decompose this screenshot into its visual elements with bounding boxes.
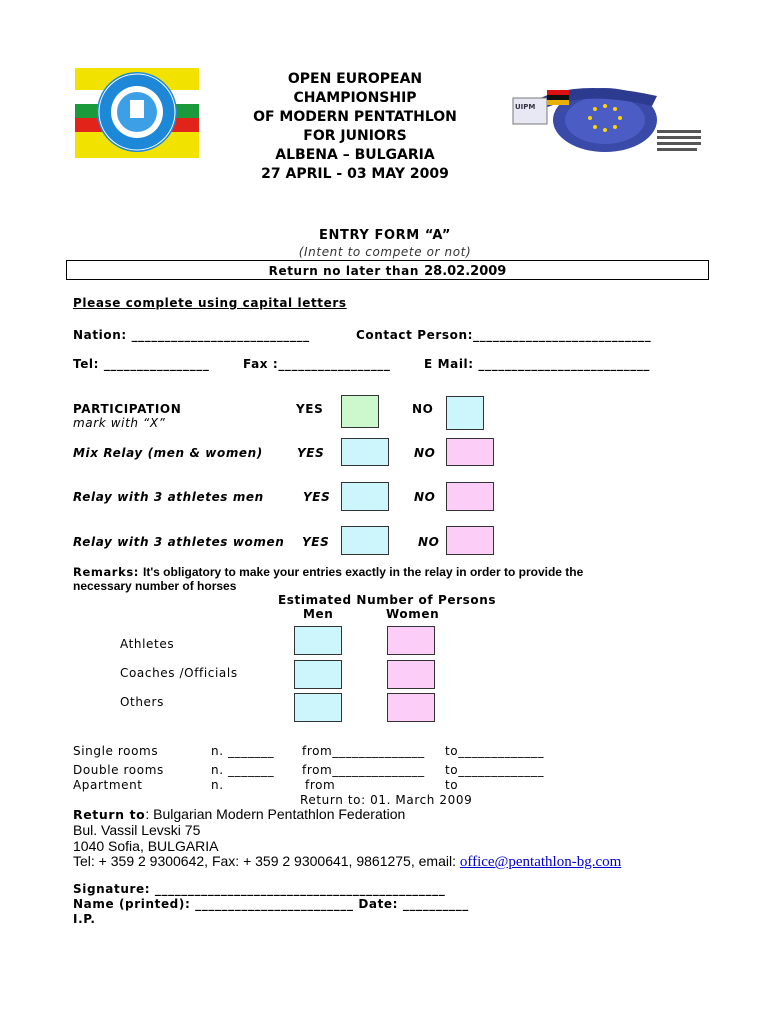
tel-field[interactable]: ________________ bbox=[103, 357, 210, 371]
entry-form-title: ENTRY FORM “A” bbox=[319, 228, 451, 243]
nation-label: Nation: bbox=[73, 328, 127, 342]
athletes-women-box[interactable] bbox=[387, 626, 435, 655]
title-line-4: FOR JUNIORS bbox=[303, 128, 407, 144]
double-rooms-label: Double rooms bbox=[73, 763, 164, 777]
address-contacts bbox=[73, 853, 621, 871]
others-men-box[interactable] bbox=[294, 693, 342, 722]
double-rooms-n[interactable]: n. _______ bbox=[211, 763, 275, 777]
return-address-line bbox=[73, 806, 405, 823]
athletes-men-box[interactable] bbox=[294, 626, 342, 655]
athletes-label: Athletes bbox=[120, 637, 175, 651]
fax-label: Fax : bbox=[243, 357, 279, 371]
instruction-text: Please complete using capital letters bbox=[73, 296, 347, 310]
apartment-label: Apartment bbox=[73, 778, 143, 792]
european-confederation-logo bbox=[507, 76, 705, 158]
title-line-1: OPEN EUROPEAN bbox=[287, 71, 423, 87]
name-label: Name (printed): bbox=[73, 897, 191, 911]
nation-field[interactable]: ___________________________ bbox=[131, 328, 310, 342]
relay-women-no-box[interactable] bbox=[446, 526, 494, 555]
title-line-3: OF MODERN PENTATHLON bbox=[253, 109, 457, 125]
relay-men-no-label: NO bbox=[414, 490, 436, 504]
double-rooms-from[interactable]: from______________ bbox=[302, 763, 425, 777]
date-field[interactable]: __________ bbox=[402, 897, 469, 911]
single-rooms-to[interactable]: to_____________ bbox=[445, 744, 545, 758]
persons-title: Estimated Number of Persons bbox=[278, 593, 497, 607]
others-label: Others bbox=[120, 695, 164, 709]
address-street: Bul. Vassil Levski 75 bbox=[73, 822, 201, 838]
coaches-label: Coaches /Officials bbox=[120, 666, 238, 680]
address-phones: Tel: + 359 2 9300642, Fax: + 359 2 9300641, 9861275, email: bbox=[73, 853, 460, 869]
signature-label: Signature: bbox=[73, 882, 151, 896]
double-rooms-to[interactable]: to_____________ bbox=[445, 763, 545, 777]
persons-women-header: Women bbox=[386, 607, 440, 621]
remarks-text-1: It's obligatory to make your entries exactly in the relay in order to provide the bbox=[142, 565, 584, 579]
tel-label: Tel: bbox=[73, 357, 100, 371]
deadline-label: Return no later than bbox=[268, 264, 420, 278]
relay-women-yes-box[interactable] bbox=[341, 526, 389, 555]
relay-men-yes-label: YES bbox=[303, 490, 331, 504]
championship-title bbox=[230, 70, 480, 184]
deadline-date: 28.02.2009 bbox=[424, 264, 507, 279]
return-note: Return to: 01. March 2009 bbox=[300, 793, 473, 807]
mix-relay-yes-label: YES bbox=[297, 446, 325, 460]
nation-row bbox=[73, 328, 310, 342]
date-label: Date: bbox=[358, 897, 399, 911]
persons-men-header: Men bbox=[303, 607, 334, 621]
return-org: : Bulgarian Modern Pentathlon Federation bbox=[145, 806, 406, 822]
fax-row bbox=[243, 357, 391, 371]
tel-row bbox=[73, 357, 209, 371]
email-row bbox=[424, 357, 650, 371]
relay-women-no-label: NO bbox=[418, 535, 440, 549]
remarks-text-2: necessary number of horses bbox=[73, 579, 237, 593]
relay-women-label: Relay with 3 athletes women bbox=[73, 535, 285, 549]
coaches-men-box[interactable] bbox=[294, 660, 342, 689]
contact-field[interactable]: ___________________________ bbox=[473, 328, 652, 342]
name-date-row bbox=[73, 897, 469, 911]
remarks-label: Remarks: bbox=[73, 565, 139, 579]
title-line-5: ALBENA – BULGARIA bbox=[275, 147, 435, 163]
relay-men-yes-box[interactable] bbox=[341, 482, 389, 511]
mix-relay-no-label: NO bbox=[414, 446, 436, 460]
relay-men-label: Relay with 3 athletes men bbox=[73, 490, 264, 504]
relay-women-yes-label: YES bbox=[302, 535, 330, 549]
mix-relay-label: Mix Relay (men & women) bbox=[73, 446, 263, 460]
single-rooms-n[interactable]: n. _______ bbox=[211, 744, 275, 758]
participation-yes-box[interactable] bbox=[341, 395, 379, 428]
title-line-2: CHAMPIONSHIP bbox=[293, 90, 417, 106]
return-to-label: Return to bbox=[73, 807, 146, 822]
uipm-logo-text: UIPM bbox=[515, 103, 536, 111]
fax-field[interactable]: _________________ bbox=[278, 357, 391, 371]
address-city: 1040 Sofia, BULGARIA bbox=[73, 838, 219, 854]
signature-field[interactable]: ____________________________________________ bbox=[154, 882, 446, 896]
participation-hint: mark with “X” bbox=[73, 416, 166, 430]
participation-no-label: NO bbox=[412, 402, 434, 416]
participation-yes-label: YES bbox=[296, 402, 324, 416]
email-field[interactable]: __________________________ bbox=[478, 357, 651, 371]
email-label: E Mail: bbox=[424, 357, 474, 371]
email-link[interactable]: office@pentathlon-bg.com bbox=[459, 854, 622, 870]
coaches-women-box[interactable] bbox=[387, 660, 435, 689]
title-line-6: 27 APRIL - 03 MAY 2009 bbox=[261, 166, 449, 182]
single-rooms-from[interactable]: from______________ bbox=[302, 744, 425, 758]
apartment-n[interactable]: n. bbox=[211, 778, 224, 792]
participation-label: PARTICIPATION bbox=[73, 402, 182, 416]
contact-row bbox=[356, 328, 651, 342]
name-field[interactable]: ________________________ bbox=[195, 897, 354, 911]
entry-form-subtitle: (Intent to compete or not) bbox=[298, 245, 472, 259]
single-rooms-label: Single rooms bbox=[73, 744, 159, 758]
others-women-box[interactable] bbox=[387, 693, 435, 722]
mix-relay-no-box[interactable] bbox=[446, 438, 494, 466]
deadline-box bbox=[66, 260, 709, 280]
contact-label: Contact Person: bbox=[356, 328, 474, 342]
apartment-from[interactable]: from bbox=[305, 778, 336, 792]
apartment-to[interactable]: to bbox=[445, 778, 459, 792]
participation-no-box[interactable] bbox=[446, 396, 484, 430]
mix-relay-yes-box[interactable] bbox=[341, 438, 389, 466]
ip-label: I.P. bbox=[73, 912, 96, 926]
remarks-line-1 bbox=[73, 565, 583, 579]
relay-men-no-box[interactable] bbox=[446, 482, 494, 511]
signature-row bbox=[73, 882, 445, 896]
federation-logo bbox=[75, 68, 199, 158]
